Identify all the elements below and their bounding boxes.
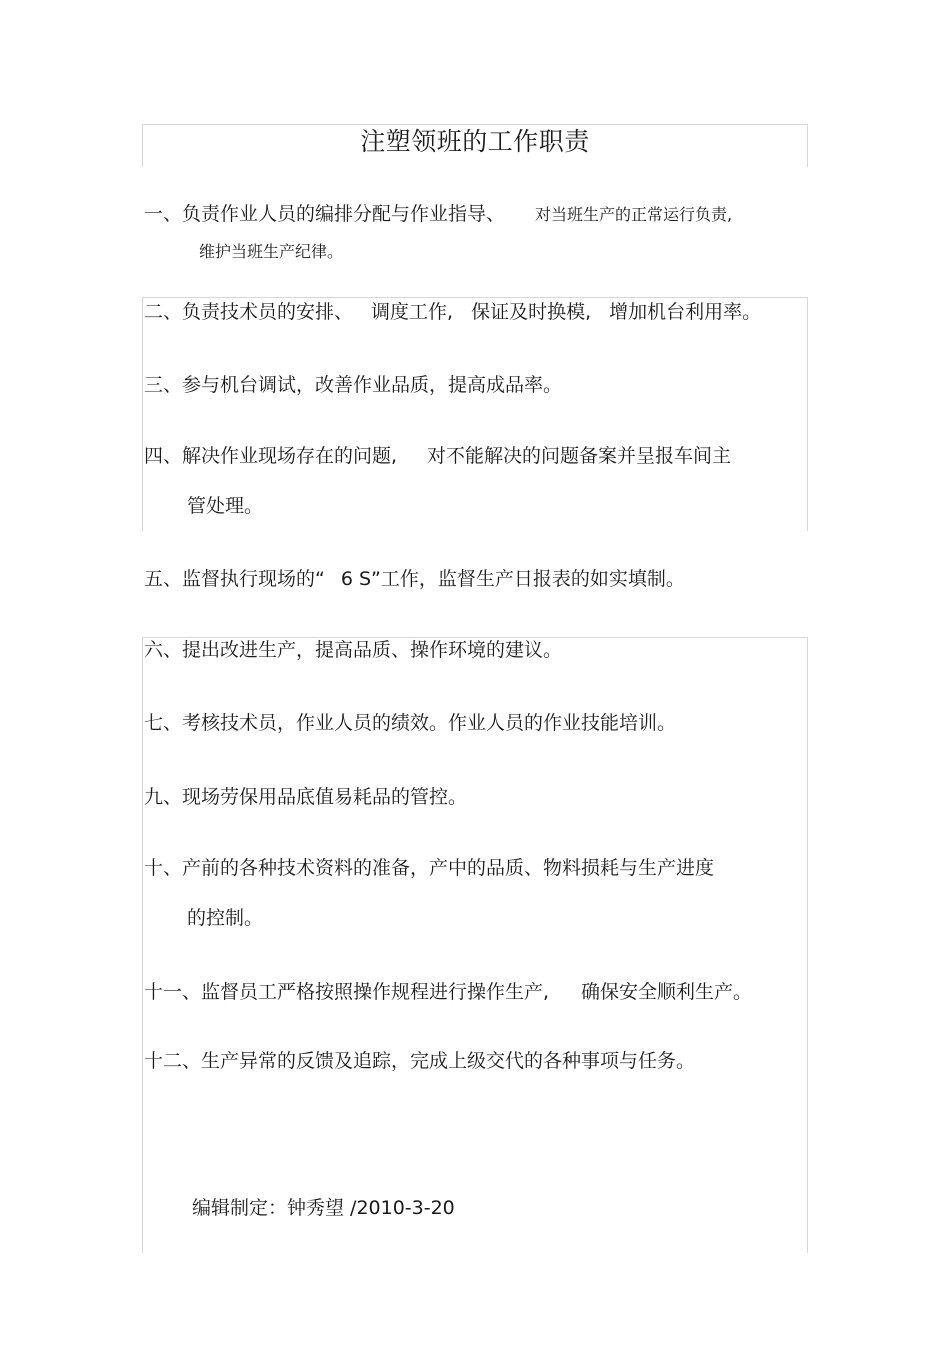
list-item-11 — [144, 979, 752, 1005]
list-item-5 — [144, 566, 685, 592]
item-11-text: 十一、监督员工严格按照操作规程进行操作生产, — [144, 981, 550, 1003]
list-item-10-wrap: 的控制。 — [187, 907, 264, 929]
list-item-10: 十、产前的各种技术资料的准备，产中的品质、物料损耗与生产进度 — [144, 857, 715, 879]
item-2-text-c: 保证及时换模, — [471, 301, 592, 323]
item-5-text-cont: 6 S”工作，监督生产日报表的如实填制。 — [340, 568, 685, 590]
item-2-text: 二、负责技术员的安排、 — [144, 301, 354, 323]
item-4-text-cont: 对不能解决的问题备案并呈报车间主 — [427, 445, 732, 467]
list-item-4 — [144, 443, 731, 469]
list-item-12: 十二、生产异常的反馈及追踪，完成上级交代的各种事项与任务。 — [144, 1050, 696, 1072]
item-2-text-b: 调度工作, — [371, 301, 454, 323]
list-item-4-wrap: 管处理。 — [187, 495, 264, 517]
signature-line: 编辑制定：钟秀望 /2010-3-20 — [192, 1197, 455, 1219]
list-item-2 — [144, 299, 761, 325]
list-item-7: 七、考核技术员，作业人员的绩效。作业人员的作业技能培训。 — [144, 712, 677, 734]
item-4-text: 四、解决作业现场存在的问题, — [144, 445, 398, 467]
list-item-3: 三、参与机台调试，改善作业品质，提高成品率。 — [144, 374, 563, 396]
page-title: 注塑领班的工作职责 — [360, 127, 590, 156]
list-item-6: 六、提出改进生产，提高品质、操作环境的建议。 — [144, 639, 563, 661]
item-1-text-cont: 对当班生产的正常运行负责, — [535, 205, 733, 224]
item-1-text: 一、负责作业人员的编排分配与作业指导、 — [144, 203, 506, 225]
item-2-text-d: 增加机台利用率。 — [609, 301, 762, 323]
list-item-9: 九、现场劳保用品底值易耗品的管控。 — [144, 786, 468, 808]
item-11-text-cont: 确保安全顺利生产。 — [581, 981, 753, 1003]
item-5-text: 五、监督执行现场的“ — [144, 568, 325, 590]
list-item-1-wrap: 维护当班生产纪律。 — [199, 242, 344, 261]
list-item-1 — [144, 201, 732, 228]
